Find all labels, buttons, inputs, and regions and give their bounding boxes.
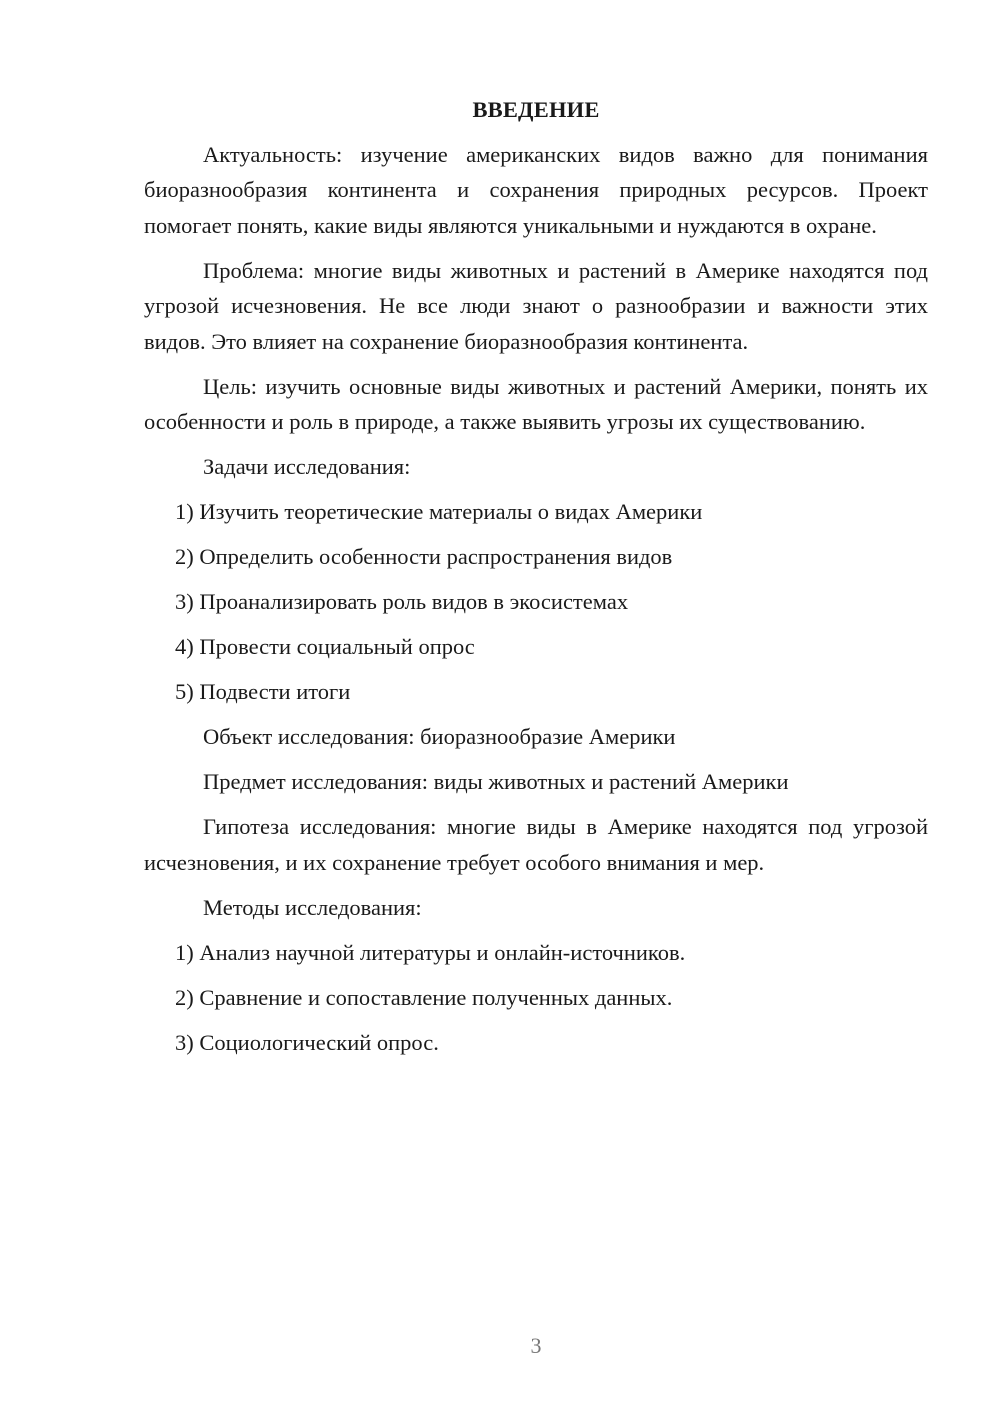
- methods-heading: Методы исследования:: [203, 894, 422, 920]
- task-item: 5) Подвести итоги: [175, 679, 351, 704]
- section-title: ВВЕДЕНИЕ: [472, 97, 600, 122]
- task-item: 2) Определить особенности распространения видов: [175, 544, 673, 569]
- problem-paragraph: Проблема: многие виды животных и растений в Америке находятся под угрозой исчезновения. Не все люди знают о разнообразии и важности этих видов. Это влияет на сохранение биоразнообразия континента.: [144, 257, 928, 354]
- relevance-paragraph: Актуальность: изучение американских видов важно для понимания биоразнообразия континента и сохранения природных ресурсов. Проект помогает понять, какие виды являются уникальными и нуждаются в охране.: [144, 141, 928, 238]
- task-item: 1) Изучить теоретические материалы о видах Америки: [175, 499, 703, 524]
- research-subject: Предмет исследования: виды животных и растений Америки: [203, 769, 789, 794]
- document-page: [144, 92, 928, 1070]
- task-item: 3) Проанализировать роль видов в экосистемах: [175, 589, 629, 614]
- method-item: 1) Анализ научной литературы и онлайн-источников.: [175, 939, 686, 965]
- research-object: Объект исследования: биоразнообразие Америки: [203, 724, 676, 749]
- hypothesis-paragraph: Гипотеза исследования: многие виды в Америке находятся под угрозой исчезновения, и их сохранение требует особого внимания и мер.: [144, 814, 928, 875]
- task-item: 4) Провести социальный опрос: [175, 634, 475, 659]
- method-item: 2) Сравнение и сопоставление полученных данных.: [175, 984, 673, 1010]
- page-number: 3: [530, 1333, 542, 1358]
- tasks-heading: Задачи исследования:: [203, 454, 411, 479]
- goal-paragraph: Цель: изучить основные виды животных и растений Америки, понять их особенности и роль в природе, а также выявить угрозы их существованию.: [144, 373, 928, 434]
- method-item: 3) Социологический опрос.: [175, 1029, 439, 1055]
